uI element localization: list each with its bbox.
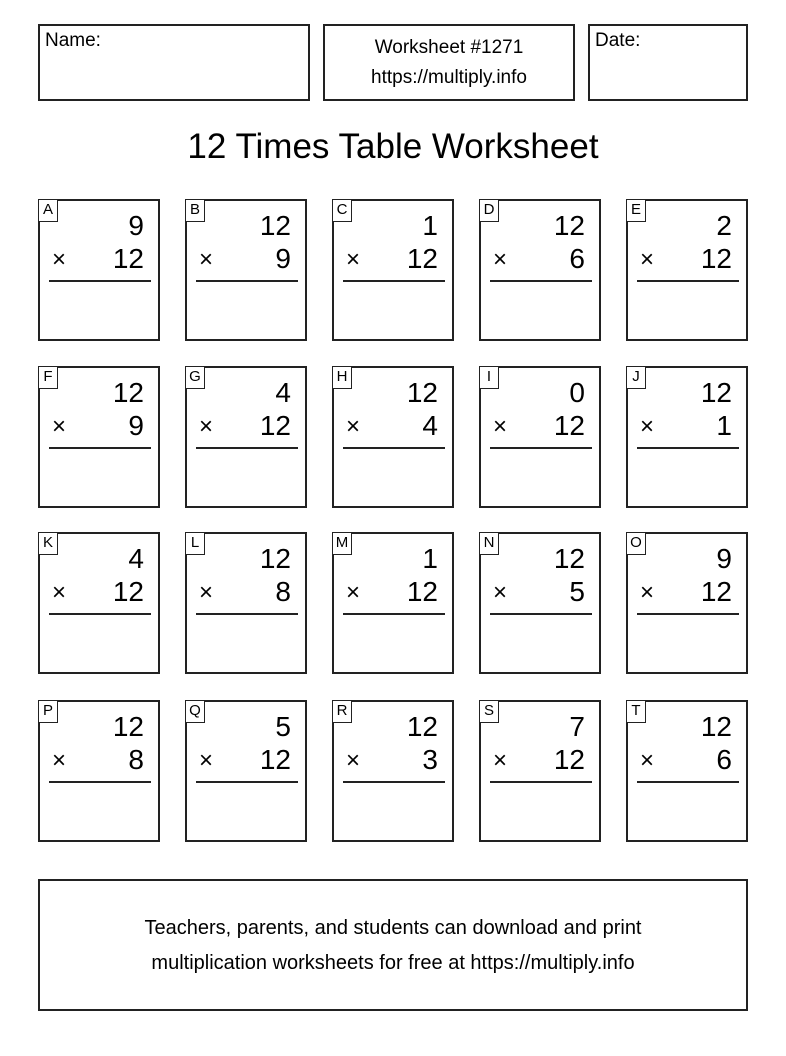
times-icon: × [640, 413, 655, 440]
answer-line [490, 613, 592, 615]
answer-line [196, 613, 298, 615]
answer-line [343, 613, 445, 615]
answer-line [49, 613, 151, 615]
multiplier: 12 [112, 243, 144, 274]
multiplicand: 2 [716, 210, 732, 241]
problem-card[interactable] [332, 532, 454, 674]
times-icon: × [346, 579, 361, 606]
multiplicand: 12 [553, 543, 585, 574]
multiplier: 12 [112, 576, 144, 607]
problem-card[interactable] [332, 366, 454, 508]
multiplier: 12 [259, 744, 291, 775]
multiplier: 5 [569, 576, 585, 607]
problem-label: L [185, 532, 205, 555]
answer-line [196, 781, 298, 783]
multiplier: 12 [259, 410, 291, 441]
times-icon: × [346, 413, 361, 440]
multiplicand: 5 [275, 711, 291, 742]
times-icon: × [52, 246, 67, 273]
problem-label: F [38, 366, 58, 389]
problem-label: M [332, 532, 352, 555]
problem-label: R [332, 700, 352, 723]
answer-line [49, 447, 151, 449]
problem-card[interactable] [38, 366, 160, 508]
answer-line [49, 781, 151, 783]
answer-line [196, 280, 298, 282]
problem-label: S [479, 700, 499, 723]
times-icon: × [346, 246, 361, 273]
multiplier: 1 [716, 410, 732, 441]
times-icon: × [493, 747, 508, 774]
times-icon: × [52, 579, 67, 606]
multiplier: 12 [553, 744, 585, 775]
multiplicand: 7 [569, 711, 585, 742]
footer-line-2: multiplication worksheets for free at https://multiply.info [151, 952, 635, 974]
times-icon: × [52, 747, 67, 774]
worksheet-info-box [323, 24, 575, 101]
answer-line [490, 280, 592, 282]
times-icon: × [493, 246, 508, 273]
problem-card[interactable] [479, 366, 601, 508]
multiplier: 9 [128, 410, 144, 441]
problem-label: P [38, 700, 58, 723]
times-icon: × [199, 579, 214, 606]
problem-card[interactable] [626, 199, 748, 341]
multiplicand: 1 [422, 543, 438, 574]
problem-card[interactable] [479, 532, 601, 674]
multiplicand: 12 [112, 377, 144, 408]
multiplicand: 4 [275, 377, 291, 408]
problem-card[interactable] [185, 199, 307, 341]
multiplicand: 1 [422, 210, 438, 241]
multiplicand: 12 [259, 543, 291, 574]
problem-card[interactable] [185, 366, 307, 508]
multiplicand: 9 [128, 210, 144, 241]
problem-label: C [332, 199, 352, 222]
times-icon: × [640, 246, 655, 273]
problem-card[interactable] [332, 199, 454, 341]
multiplier: 6 [716, 744, 732, 775]
multiplier: 4 [422, 410, 438, 441]
multiplicand: 12 [112, 711, 144, 742]
answer-line [196, 447, 298, 449]
problem-label: O [626, 532, 646, 555]
problem-label: H [332, 366, 352, 389]
multiplier: 12 [406, 576, 438, 607]
problem-card[interactable] [185, 700, 307, 842]
name-label: Name: [45, 30, 101, 51]
times-icon: × [52, 413, 67, 440]
multiplier: 12 [700, 243, 732, 274]
problem-label: D [479, 199, 499, 222]
times-icon: × [346, 747, 361, 774]
multiplier: 8 [275, 576, 291, 607]
multiplicand: 12 [700, 377, 732, 408]
problem-label: Q [185, 700, 205, 723]
problem-label: B [185, 199, 205, 222]
worksheet-url: https://multiply.info [371, 67, 527, 88]
problem-card[interactable] [332, 700, 454, 842]
problem-label: A [38, 199, 58, 222]
date-field[interactable] [588, 24, 748, 101]
answer-line [343, 447, 445, 449]
problem-label: G [185, 366, 205, 389]
answer-line [490, 781, 592, 783]
multiplier: 12 [700, 576, 732, 607]
times-icon: × [493, 579, 508, 606]
answer-line [343, 781, 445, 783]
times-icon: × [640, 579, 655, 606]
problem-label: J [626, 366, 646, 389]
problem-label: N [479, 532, 499, 555]
multiplicand: 0 [569, 377, 585, 408]
worksheet-number: Worksheet #1271 [374, 37, 524, 58]
answer-line [637, 280, 739, 282]
multiplier: 3 [422, 744, 438, 775]
problem-card[interactable] [479, 700, 601, 842]
times-icon: × [199, 413, 214, 440]
times-icon: × [640, 747, 655, 774]
multiplier: 12 [553, 410, 585, 441]
answer-line [343, 280, 445, 282]
multiplicand: 12 [700, 711, 732, 742]
problem-card[interactable] [185, 532, 307, 674]
answer-line [637, 613, 739, 615]
times-icon: × [199, 747, 214, 774]
multiplicand: 4 [128, 543, 144, 574]
times-icon: × [493, 413, 508, 440]
problem-label: K [38, 532, 58, 555]
answer-line [637, 447, 739, 449]
multiplier: 9 [275, 243, 291, 274]
answer-line [637, 781, 739, 783]
times-icon: × [199, 246, 214, 273]
multiplicand: 12 [406, 377, 438, 408]
problem-card[interactable] [38, 532, 160, 674]
problem-card[interactable] [626, 532, 748, 674]
problem-card[interactable] [479, 199, 601, 341]
problem-label: T [626, 700, 646, 723]
problem-label: E [626, 199, 646, 222]
problem-card[interactable] [626, 366, 748, 508]
multiplier: 12 [406, 243, 438, 274]
problem-card[interactable] [38, 700, 160, 842]
multiplier: 6 [569, 243, 585, 274]
multiplicand: 9 [716, 543, 732, 574]
date-label: Date: [595, 30, 641, 51]
multiplicand: 12 [259, 210, 291, 241]
name-field[interactable] [38, 24, 310, 101]
answer-line [49, 280, 151, 282]
footer-line-1: Teachers, parents, and students can download and print [144, 917, 642, 939]
problem-label: I [479, 366, 499, 389]
multiplier: 8 [128, 744, 144, 775]
footer-box [38, 879, 748, 1011]
multiplicand: 12 [553, 210, 585, 241]
problem-card[interactable] [38, 199, 160, 341]
answer-line [490, 447, 592, 449]
page-title: 12 Times Table Worksheet [187, 127, 599, 166]
multiplicand: 12 [406, 711, 438, 742]
problem-card[interactable] [626, 700, 748, 842]
